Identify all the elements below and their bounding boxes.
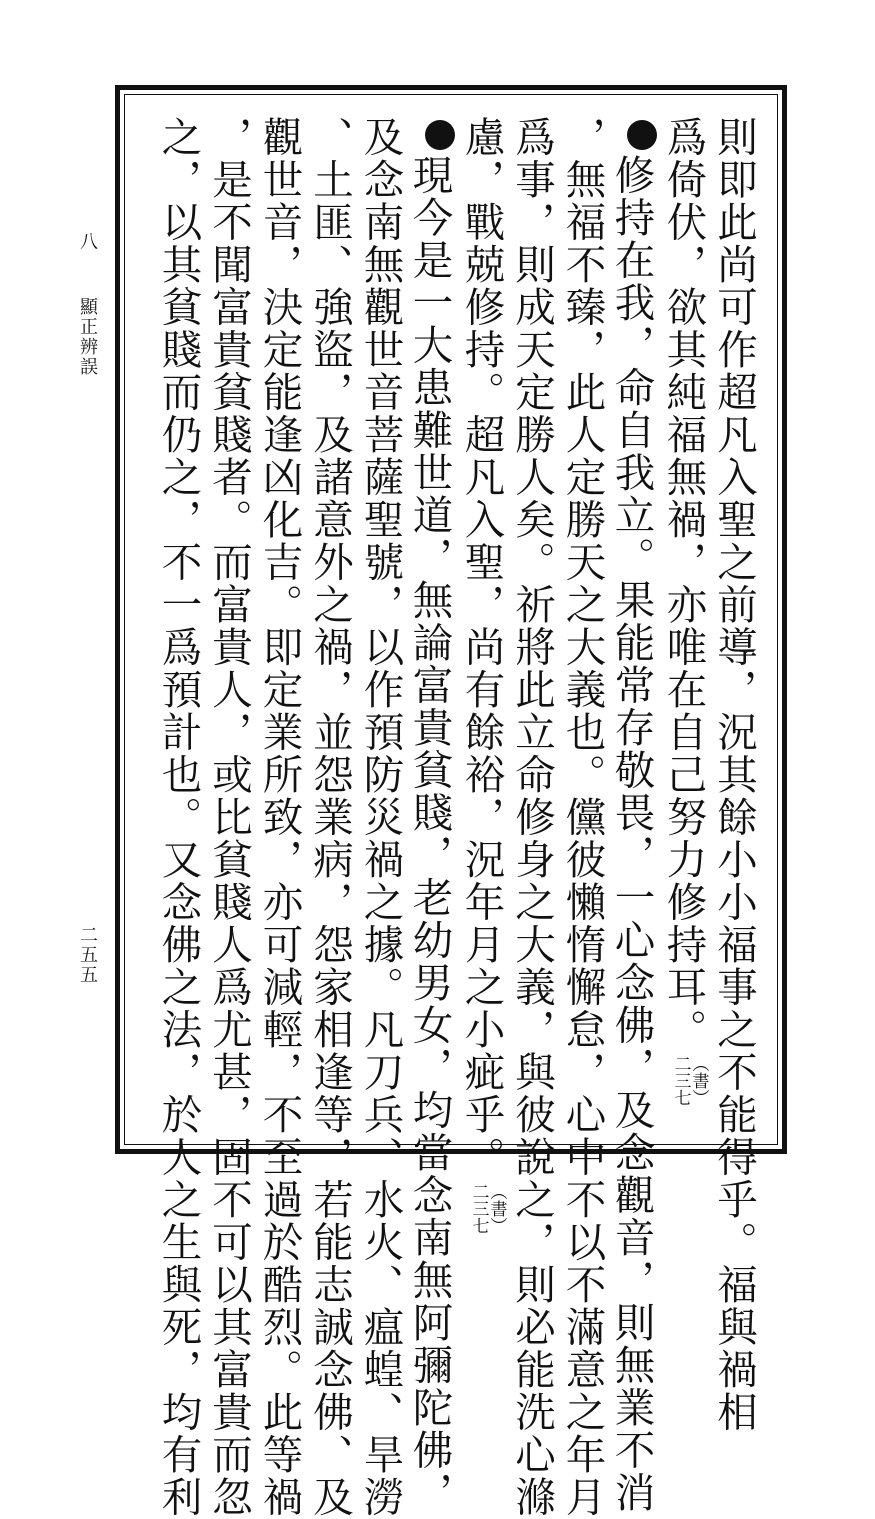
text-column	[607, 116, 657, 1514]
column-text: 、土匪、強盜，及諸意外之禍，並怨業病，怨家相逢等，若能志誠念佛、及	[306, 116, 354, 1519]
text-column	[356, 116, 405, 1519]
column-text: 則即此尚可作超凡入聖之前導，況其餘小小福事之不能得乎。福與禍相	[710, 116, 758, 1434]
citation-note	[672, 1055, 708, 1106]
text-column	[457, 116, 507, 1234]
column-text: 慮，戰兢修持。超凡入聖，尚有餘裕，況年月之小疵乎。	[457, 116, 506, 1179]
text-column	[405, 116, 455, 1514]
text-column	[205, 116, 253, 1519]
column-text: 修持在我，命自我立。果能常存敬畏，一心念佛，及念觀音，則無業不消	[607, 154, 656, 1514]
column-text: 之，以其貧賤而仍之，不一爲預計也。又念佛之法，於人之生與死，均有利	[154, 116, 203, 1519]
text-column	[154, 116, 203, 1519]
column-text: 及念南無觀世音菩薩聖號，以作預防災禍之據。凡刀兵、水火、瘟蝗、旱澇	[356, 116, 405, 1519]
bullet-icon	[425, 120, 455, 150]
book-title: 顯正辨誤	[77, 297, 98, 377]
column-text: 觀世音，決定能逢凶化吉。即定業所致，亦可減輕，不至過於酷烈。此等禍	[255, 116, 304, 1519]
text-column	[255, 116, 304, 1519]
text-column	[660, 116, 708, 1126]
bullet-icon	[627, 120, 657, 150]
text-column	[558, 116, 607, 1519]
text-column	[710, 116, 758, 1434]
citation-note	[470, 1183, 506, 1234]
column-text: ，是不聞富貴貧賤者。而富貴人，或比貧賤人爲尤甚，固不可以其富貴而忽	[205, 116, 253, 1519]
citation-page: 二三七	[670, 1055, 691, 1106]
page-number: 二五五	[77, 925, 98, 985]
column-text: 爲事，則成天定勝人矣。祈將此立命修身之大義，與彼說之，則必能洗心滌	[508, 116, 556, 1519]
column-text: 爲倚伏，欲其純福無禍，亦唯在自己努力修持耳。	[659, 116, 708, 1051]
column-text: 現今是一大患難世道，無論富貴貧賤，老幼男女，均當念南無阿彌陀佛，	[405, 154, 454, 1514]
citation-page: 二三七	[468, 1182, 489, 1234]
citation-source: （書）	[688, 1055, 709, 1106]
citation-source: （書）	[486, 1182, 507, 1234]
text-column	[508, 116, 556, 1519]
column-text: ，無福不臻，此人定勝天之大義也。儻彼懶惰懈怠，心中不以不滿意之年月	[558, 116, 607, 1519]
text-column	[306, 116, 354, 1519]
section-number: 八	[77, 232, 98, 252]
